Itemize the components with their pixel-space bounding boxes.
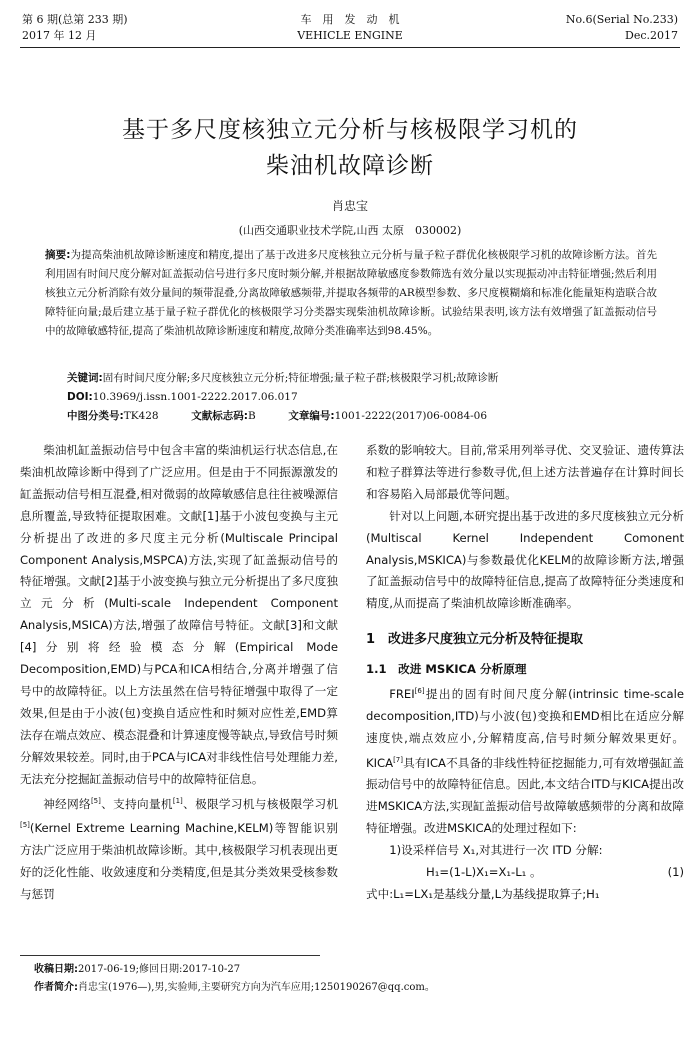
artno-label: 文章编号:	[288, 410, 335, 422]
right-column	[366, 440, 684, 906]
left-column	[20, 440, 338, 906]
title-line-2: 柴油机故障诊断	[266, 153, 434, 179]
header-date-cn: 2017 年 12 月	[22, 29, 97, 42]
keywords-line	[67, 370, 498, 386]
footnote-rule	[20, 955, 320, 956]
doi: 10.3969/j.issn.1001-2222.2017.06.017	[92, 391, 298, 403]
author-bio-label: 作者简介:	[34, 982, 78, 993]
footnote-author	[34, 980, 435, 996]
subsection-heading-1-1: 1.1 改进 MSKICA 分析原理	[366, 662, 527, 677]
abstract-label: 摘要:	[45, 249, 71, 261]
keywords-label: 关键词:	[67, 372, 103, 384]
citation[interactable]: [6]	[414, 687, 425, 696]
header-issue-en: No.6(Serial No.233)	[565, 13, 678, 26]
doccode-label: 文献标志码:	[191, 410, 248, 422]
doi-line	[67, 389, 298, 405]
header-journal-en: VEHICLE ENGINE	[297, 29, 403, 42]
affiliation: (山西交通职业技术学院,山西 太原 030002)	[238, 224, 462, 237]
footnote-dates	[34, 962, 240, 978]
left-paragraph-2	[20, 791, 338, 906]
received-label: 收稿日期:	[34, 964, 78, 975]
doccode: B	[247, 410, 256, 422]
citation[interactable]: [5]	[20, 821, 30, 830]
right-p3-b: 提出的固有时间尺度分解(intrinsic time-scale decomposition,ITD)与小波(包)变换和EMD相比在适应分解速度快,端点效应小,分解精度高,信号时频分解效果更好。KICA	[366, 686, 684, 770]
citation[interactable]: [1]	[172, 796, 183, 805]
right-p3-c: 具有ICA不具备的非线性特征挖掘能力,可有效增强缸盖振动信号中的故障特征信息。因此,本文结合ITD与KICA提出改进MSKICA方法,实现缸盖振动信号故障敏感频带的分离和故障特征增强。改进MSKICA的处理过程如下:	[366, 755, 684, 836]
step-1: 1)设采样信号 X₁,对其进行一次 ITD 分解:	[389, 843, 603, 858]
header-issue-cn: 第 6 期(总第 233 期)	[22, 13, 128, 26]
right-p3-a: FREI	[389, 686, 415, 701]
equation-body: H₁=(1-L)X₁=X₁-L₁ 。	[426, 865, 542, 880]
citation[interactable]: [7]	[393, 755, 403, 764]
left-paragraph-1: 柴油机缸盖振动信号中包含丰富的柴油机运行状态信息,在柴油机故障诊断中得到了广泛应用。但是由于不同振源激发的缸盖振动信号相互混叠,相对微弱的故障敏感信息往往被噪源信息所覆盖,导致特征提取困难。文献[1]基于小波包变换与主元分析提出了改进的多尺度主元分析(Multiscale Principal Component Analysis,MSPCA)方法,实现了缸盖振动信号的特征增强。文献[2]基于小波变换与独立元分析提出了多尺度独立元分析(Multi-scale Independent Component Analysis,MSICA)方法,增强了故障信号特征。文献[3]和文献[4]分别将经验模态分解(Empirical Mode Decomposition,EMD)与PCA和ICA相结合,分离并增强了信号中的故障特征。以上方法虽然在信号特征增强中取得了一定效果,但是由于小波(包)变换自适应性和时频对应性差,EMD算法存在端点效应、模态混叠和计算速度慢等缺点,导致信号时频分解效果较差。同时,由于PCA与ICA对非线性信号处理能力差,无法充分挖掘缸盖振动信号中的故障特征信息。	[20, 443, 338, 786]
header-date-en: Dec.2017	[625, 29, 678, 42]
clc: TK428	[123, 410, 159, 422]
equation-explanation: 式中:L₁=LX₁是基线分量,L为基线提取算子;H₁	[366, 886, 600, 901]
title-line-1: 基于多尺度核独立元分析与核极限学习机的	[122, 117, 578, 143]
received-date: 2017-06-19	[78, 964, 136, 975]
abstract-text: 为提高柴油机故障诊断速度和精度,提出了基于改进多尺度核独立元分析与量子粒子群优化核极限学习机的故障诊断方法。首先利用固有时间尺度分解对缸盖振动信号进行多尺度时频分解,并根据故障敏感度参数筛选有效分量以实现振动冲击特征增强;然后利用核独立元分析消除有效分量间的频带混叠,分离故障敏感频带,并提取各频带的AR模型参数、多尺度模糊熵和标准化能量矩构造联合故障特征向量;最后建立基于量子粒子群优化的核极限学习分类器实现柴油机故障诊断。试验结果表明,该方法有效增强了缸盖振动信号中的故障敏感特征,提高了柴油机故障诊断速度和精度,故障分类准确率达到98.45%。	[45, 249, 657, 337]
right-paragraph-2: 针对以上问题,本研究提出基于改进的多尺度核独立元分析(Multiscal Kernel Independent Comonent Analysis,MSKICA)与参数最优化KELM的故障诊断方法,增强了缸盖振动信号中的故障特征信息,提高了故障特征分类速度和精度,从而提高了柴油机故障诊断准确率。	[366, 508, 684, 611]
author: 肖忠宝	[331, 199, 368, 213]
equation-number: (1)	[667, 865, 684, 880]
revised-date: 2017-10-27	[182, 964, 241, 975]
left-p2-d: (Kernel Extreme Learning Machine,KELM)等智能识别方法广泛应用于柴油机故障诊断。其中,核极限学习机表现出更好的泛化性能、收敛速度和分类精度,但是其分类效果受核参数与惩罚	[20, 821, 338, 901]
author-bio: 肖忠宝(1976—),男,实验师,主要研究方向为汽车应用;1250190267@qq.com。	[78, 982, 435, 993]
equation-1	[366, 862, 684, 884]
clc-label: 中图分类号:	[67, 410, 124, 422]
left-p2-c: 、极限学习机与核极限学习机	[182, 796, 338, 811]
header-issue-en-block	[566, 12, 678, 44]
header-rule	[20, 47, 680, 48]
artno: 1001-2222(2017)06-0084-06	[334, 410, 488, 422]
keywords: 固有时间尺度分解;多尺度核独立元分析;特征增强;量子粒子群;核极限学习机;故障诊断	[102, 372, 499, 384]
section-heading-1: 1 改进多尺度独立元分析及特征提取	[366, 632, 584, 648]
right-paragraph-1: 系数的影响较大。目前,常采用列举寻优、交叉验证、遗传算法和粒子群算法等进行参数寻优,但上述方法普遍存在计算时间长和容易陷入局部最优等问题。	[366, 443, 684, 501]
paper-title	[20, 112, 680, 184]
left-p2-a: 神经网络	[43, 796, 91, 811]
revised-label: ;修回日期:	[135, 964, 183, 975]
citation[interactable]: [5]	[90, 796, 101, 805]
abstract	[45, 246, 657, 341]
doi-label: DOI:	[67, 391, 93, 403]
left-p2-b: 、支持向量机	[100, 796, 173, 811]
header-journal-cn: 车 用 发 动 机	[300, 13, 400, 26]
right-paragraph-3	[366, 681, 684, 840]
classification-line	[67, 408, 487, 424]
